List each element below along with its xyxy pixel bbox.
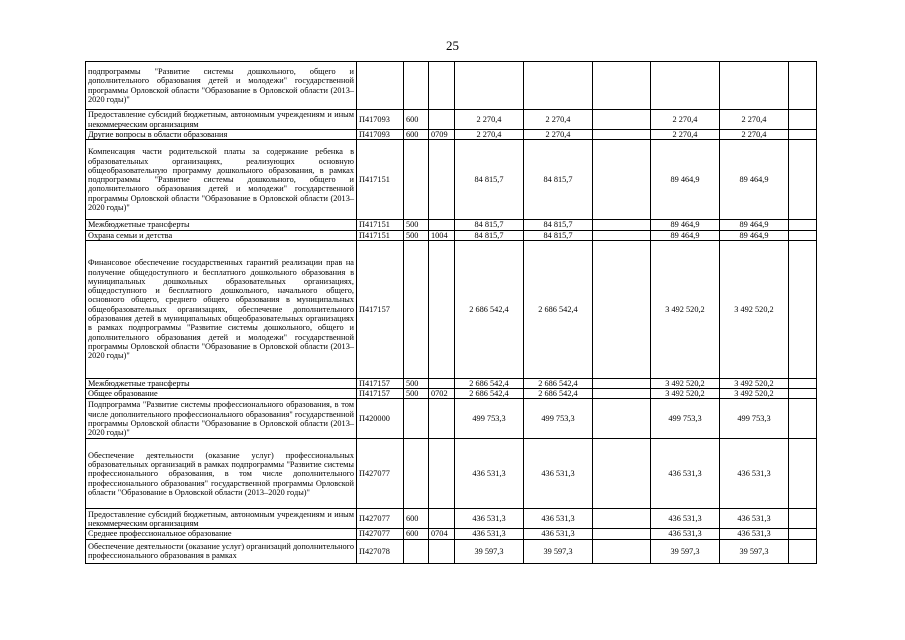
row-description: Предоставление субсидий бюджетным, автономным учреждениям и иным некоммерческим организациям (86, 509, 357, 529)
row-amount-4: 3 492 520,2 (651, 240, 720, 378)
budget-table (85, 61, 817, 564)
row-amount-6 (789, 62, 817, 110)
row-amount-6 (789, 509, 817, 529)
row-amount-6 (789, 439, 817, 509)
row-amount-4: 436 531,3 (651, 529, 720, 539)
row-amount-5: 3 492 520,2 (720, 240, 789, 378)
row-amount-4: 499 753,3 (651, 399, 720, 439)
row-amount-4: 39 597,3 (651, 539, 720, 563)
row-amount-1: 39 597,3 (455, 539, 524, 563)
row-description: Предоставление субсидий бюджетным, автономным учреждениям и иным некоммерческим организациям (86, 110, 357, 130)
row-amount-2 (524, 62, 593, 110)
row-amount-1: 436 531,3 (455, 439, 524, 509)
table-row (86, 230, 817, 240)
row-section-code: 0709 (429, 130, 455, 140)
row-section-code (429, 220, 455, 230)
row-amount-3 (593, 529, 651, 539)
row-amount-4: 89 464,9 (651, 140, 720, 220)
row-amount-1: 2 270,4 (455, 110, 524, 130)
row-amount-4: 3 492 520,2 (651, 378, 720, 388)
row-amount-6 (789, 399, 817, 439)
row-amount-4: 2 270,4 (651, 110, 720, 130)
row-amount-4: 436 531,3 (651, 439, 720, 509)
row-amount-4: 3 492 520,2 (651, 389, 720, 399)
row-target-code: П417157 (357, 389, 404, 399)
row-amount-3 (593, 130, 651, 140)
row-amount-5: 89 464,9 (720, 230, 789, 240)
row-expense-type: 500 (404, 378, 429, 388)
row-amount-1: 436 531,3 (455, 509, 524, 529)
table-row (86, 130, 817, 140)
row-amount-2: 39 597,3 (524, 539, 593, 563)
row-expense-type (404, 62, 429, 110)
row-amount-5 (720, 62, 789, 110)
row-amount-3 (593, 389, 651, 399)
row-amount-5: 499 753,3 (720, 399, 789, 439)
row-description: Охрана семьи и детства (86, 230, 357, 240)
row-target-code: П427077 (357, 529, 404, 539)
row-section-code (429, 110, 455, 130)
row-section-code (429, 509, 455, 529)
row-expense-type (404, 539, 429, 563)
row-amount-2: 499 753,3 (524, 399, 593, 439)
row-description: Межбюджетные трансферты (86, 378, 357, 388)
row-expense-type (404, 140, 429, 220)
row-expense-type: 500 (404, 389, 429, 399)
row-amount-1: 436 531,3 (455, 529, 524, 539)
row-amount-6 (789, 539, 817, 563)
row-target-code (357, 62, 404, 110)
table-row (86, 378, 817, 388)
row-amount-5: 436 531,3 (720, 509, 789, 529)
table-row (86, 439, 817, 509)
row-description: Обеспечение деятельности (оказание услуг) профессиональных образовательных организаций в рамках подпрограммы "Развитие системы профессионального образования, в том числе дополнительного профессионального образования" государственной программы Орловской области "Образование в Орловской области (2013–2020 годы)" (86, 439, 357, 509)
row-expense-type (404, 399, 429, 439)
row-amount-6 (789, 110, 817, 130)
row-expense-type: 500 (404, 230, 429, 240)
row-amount-6 (789, 220, 817, 230)
row-amount-3 (593, 140, 651, 220)
row-amount-2: 436 531,3 (524, 439, 593, 509)
row-amount-5: 436 531,3 (720, 529, 789, 539)
row-amount-3 (593, 399, 651, 439)
row-amount-2: 436 531,3 (524, 529, 593, 539)
row-amount-2: 436 531,3 (524, 509, 593, 529)
row-section-code (429, 378, 455, 388)
row-section-code (429, 240, 455, 378)
row-amount-3 (593, 509, 651, 529)
row-amount-3 (593, 378, 651, 388)
row-amount-5: 3 492 520,2 (720, 378, 789, 388)
row-description: Обеспечение деятельности (оказание услуг) организаций дополнительного профессионального образования в рамках (86, 539, 357, 563)
row-amount-5: 39 597,3 (720, 539, 789, 563)
row-amount-5: 89 464,9 (720, 140, 789, 220)
row-section-code: 0704 (429, 529, 455, 539)
row-target-code: П417157 (357, 240, 404, 378)
row-section-code (429, 140, 455, 220)
row-amount-4: 436 531,3 (651, 509, 720, 529)
row-amount-2: 2 270,4 (524, 130, 593, 140)
row-amount-2: 2 686 542,4 (524, 240, 593, 378)
row-amount-2: 2 686 542,4 (524, 389, 593, 399)
row-amount-2: 2 686 542,4 (524, 378, 593, 388)
row-amount-1: 499 753,3 (455, 399, 524, 439)
row-amount-5: 2 270,4 (720, 130, 789, 140)
row-description: Компенсация части родительской платы за содержание ребенка в образовательных организациях, реализующих основную общеобразовательную программу дошкольного образования, в рамках подпрограммы "Развитие системы дошкольного, общего и дополнительного образования детей и молодежи" государственной программы Орловской области "Образование в Орловской области (2013–2020 годы)" (86, 140, 357, 220)
row-amount-3 (593, 220, 651, 230)
row-expense-type: 600 (404, 110, 429, 130)
row-amount-5: 2 270,4 (720, 110, 789, 130)
row-expense-type: 500 (404, 220, 429, 230)
row-amount-3 (593, 110, 651, 130)
table-row (86, 140, 817, 220)
row-amount-1: 2 686 542,4 (455, 378, 524, 388)
row-amount-1: 2 270,4 (455, 130, 524, 140)
row-amount-3 (593, 539, 651, 563)
row-target-code: П427077 (357, 509, 404, 529)
row-description: Межбюджетные трансферты (86, 220, 357, 230)
row-amount-1 (455, 62, 524, 110)
page-number: 25 (446, 38, 459, 53)
row-amount-3 (593, 62, 651, 110)
row-amount-2: 84 815,7 (524, 220, 593, 230)
row-amount-1: 84 815,7 (455, 230, 524, 240)
row-section-code: 0702 (429, 389, 455, 399)
row-description: подпрограммы "Развитие системы дошкольного, общего и дополнительного образования детей и молодежи" государственной программы Орловской области "Образование в Орловской области (2013–2020 годы)" (86, 62, 357, 110)
row-amount-1: 2 686 542,4 (455, 389, 524, 399)
table-row (86, 399, 817, 439)
row-amount-6 (789, 378, 817, 388)
table-row (86, 62, 817, 110)
row-expense-type: 600 (404, 509, 429, 529)
table-row (86, 529, 817, 539)
row-amount-6 (789, 140, 817, 220)
table-row (86, 220, 817, 230)
row-expense-type: 600 (404, 130, 429, 140)
row-amount-4: 89 464,9 (651, 220, 720, 230)
table-row (86, 240, 817, 378)
row-amount-1: 84 815,7 (455, 220, 524, 230)
row-expense-type: 600 (404, 529, 429, 539)
row-target-code: П427078 (357, 539, 404, 563)
row-expense-type (404, 439, 429, 509)
row-amount-3 (593, 230, 651, 240)
row-description: Среднее профессиональное образование (86, 529, 357, 539)
row-amount-4: 89 464,9 (651, 230, 720, 240)
row-amount-6 (789, 230, 817, 240)
row-amount-3 (593, 439, 651, 509)
row-amount-1: 2 686 542,4 (455, 240, 524, 378)
row-section-code (429, 399, 455, 439)
row-amount-6 (789, 529, 817, 539)
row-expense-type (404, 240, 429, 378)
table-row (86, 509, 817, 529)
row-description: Финансовое обеспечение государственных гарантий реализации прав на получение общедоступного и бесплатного дошкольного образования в муниципальных дошкольных образовательных организациях, общедоступного и бесплатного дошкольного, начального общего, основного общего, среднего общего образования в муниципальных общеобразовательных организациях, обеспечение дополнительного образования детей в муниципальных общеобразовательных организациях в рамках подпрограммы "Развитие системы дошкольного, общего и дополнительного образования детей и молодежи" государственной программы Орловской области "Образование в Орловской области (2013–2020 годы)" (86, 240, 357, 378)
row-amount-1: 84 815,7 (455, 140, 524, 220)
row-amount-2: 84 815,7 (524, 230, 593, 240)
row-description: Общее образование (86, 389, 357, 399)
row-target-code: П417093 (357, 130, 404, 140)
table-row (86, 389, 817, 399)
row-description: Другие вопросы в области образования (86, 130, 357, 140)
row-target-code: П420000 (357, 399, 404, 439)
row-section-code (429, 539, 455, 563)
row-amount-6 (789, 389, 817, 399)
row-amount-6 (789, 240, 817, 378)
table-row (86, 110, 817, 130)
row-target-code: П417151 (357, 230, 404, 240)
row-amount-2: 84 815,7 (524, 140, 593, 220)
row-amount-4 (651, 62, 720, 110)
row-amount-6 (789, 130, 817, 140)
row-amount-5: 3 492 520,2 (720, 389, 789, 399)
row-section-code: 1004 (429, 230, 455, 240)
row-amount-3 (593, 240, 651, 378)
row-section-code (429, 439, 455, 509)
table-row (86, 539, 817, 563)
row-target-code: П427077 (357, 439, 404, 509)
row-target-code: П417093 (357, 110, 404, 130)
row-section-code (429, 62, 455, 110)
row-target-code: П417151 (357, 220, 404, 230)
row-target-code: П417157 (357, 378, 404, 388)
row-description: Подпрограмма "Развитие системы профессионального образования, в том числе дополнительного профессионального образования" государственной программы Орловской области "Образование в Орловской области (2013–2020 годы)" (86, 399, 357, 439)
row-amount-4: 2 270,4 (651, 130, 720, 140)
budget-table-body (86, 62, 817, 564)
row-amount-2: 2 270,4 (524, 110, 593, 130)
row-target-code: П417151 (357, 140, 404, 220)
row-amount-5: 436 531,3 (720, 439, 789, 509)
row-amount-5: 89 464,9 (720, 220, 789, 230)
